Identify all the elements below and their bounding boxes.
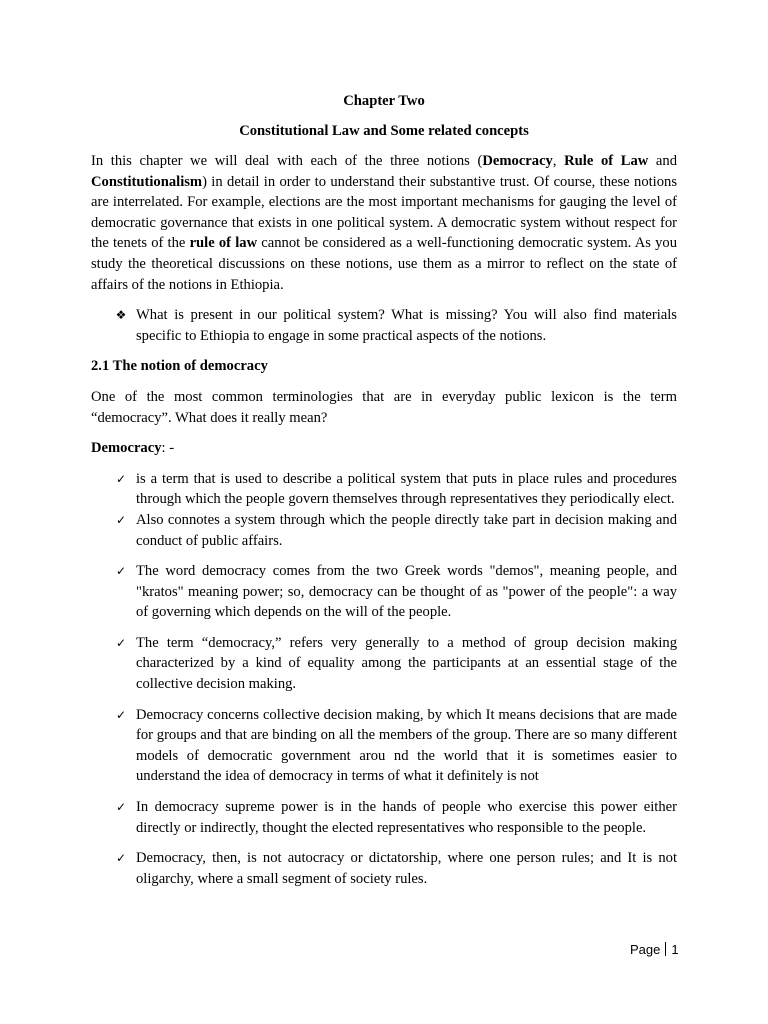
chapter-title: Chapter Two [343,93,425,109]
intro-text-5: cannot be considered as a well-functioning democratic system. As you study the theoretical discussions on these notions, use them as a mirror to reflect on the state of affairs of the notions in Ethiopia. [91,235,677,293]
check-icon: ✓ [115,707,127,722]
chapter-subtitle: Constitutional Law and Some related concepts [239,123,529,139]
democracy-term-line [91,438,677,459]
page-label: Page [630,942,661,957]
check-icon: ✓ [115,512,127,527]
list-item [91,633,677,695]
section-heading: 2.1 The notion of democracy [91,358,268,375]
page-content [91,91,677,899]
point-text: The term “democracy,” refers very generally to a method of group decision making characterized by a kind of equality among the participants at an essential stage of the collective decision making. [136,634,677,693]
intro-text-3: and [648,153,678,169]
point-text: Democracy concerns collective decision making, by which It means decisions that are made for groups and that are binding on all the members of the group. There are so many different models of democratic government arou nd the world that it is sometimes easier to understand the idea of democracy in terms of what it definitely is not [136,706,677,785]
list-item [91,305,677,346]
diamond-bullet-icon: ❖ [115,308,127,323]
page-footer [630,942,679,957]
list-item [91,469,677,510]
point-text: Democracy, then, is not autocracy or dictatorship, where one person rules; and It is not oligarchy, where a small segment of society rules. [136,850,677,887]
check-icon: ✓ [115,564,127,579]
list-item [91,797,677,838]
section-paragraph: One of the most common terminologies that are in everyday public lexicon is the term “democracy”. What does it really mean? [91,388,677,426]
page-separator [665,942,666,956]
question-list [91,305,677,346]
intro-text-4: ) in detail in order to understand their substantive trust. Of course, these notions are interrelated. For example, elections are the most important mechanisms for gauging the level of democratic governance that exists in one political system. A democratic system without respect for the tenets of the [91,173,677,252]
list-item [91,705,677,787]
intro-paragraph [91,151,677,295]
intro-bold-rule-of-law: Rule of Law [564,153,649,169]
check-icon: ✓ [115,471,127,486]
check-icon: ✓ [115,800,127,815]
page-number: 1 [671,942,679,957]
intro-bold-constitutionalism: Constitutionalism [91,173,203,190]
democracy-term: Democracy [91,440,162,457]
point-text: is a term that is used to describe a political system that puts in place rules and procedures through which the people govern themselves through representatives they periodically elect. [136,470,677,508]
list-item [91,848,677,889]
intro-bold-democracy: Democracy [482,153,553,169]
point-text: Also connotes a system through which the people directly take part in decision making and conduct of public affairs. [136,511,677,549]
check-icon: ✓ [115,851,127,866]
democracy-points-list [91,469,677,890]
check-icon: ✓ [115,635,127,650]
point-text: In democracy supreme power is in the hands of people who exercise this power either directly or indirectly, thought the elected representatives who responsible to the people. [136,799,677,836]
point-text: The word democracy comes from the two Greek words "demos", meaning people, and "kratos" meaning power; so, democracy can be thought of as "power of the people": a way of governing which depends on the will of the people. [136,563,677,621]
intro-text-2: , [552,153,565,169]
intro-text-1: In this chapter we will deal with each of the three notions ( [91,153,483,169]
intro-bold-rule-of-law-2: rule of law [189,235,258,252]
list-item [91,510,677,551]
list-item [91,561,677,623]
question-text: What is present in our political system? What is missing? You will also find materials specific to Ethiopia to engage in some practical aspects of the notions. [136,307,677,344]
democracy-term-suffix: : - [161,440,175,457]
